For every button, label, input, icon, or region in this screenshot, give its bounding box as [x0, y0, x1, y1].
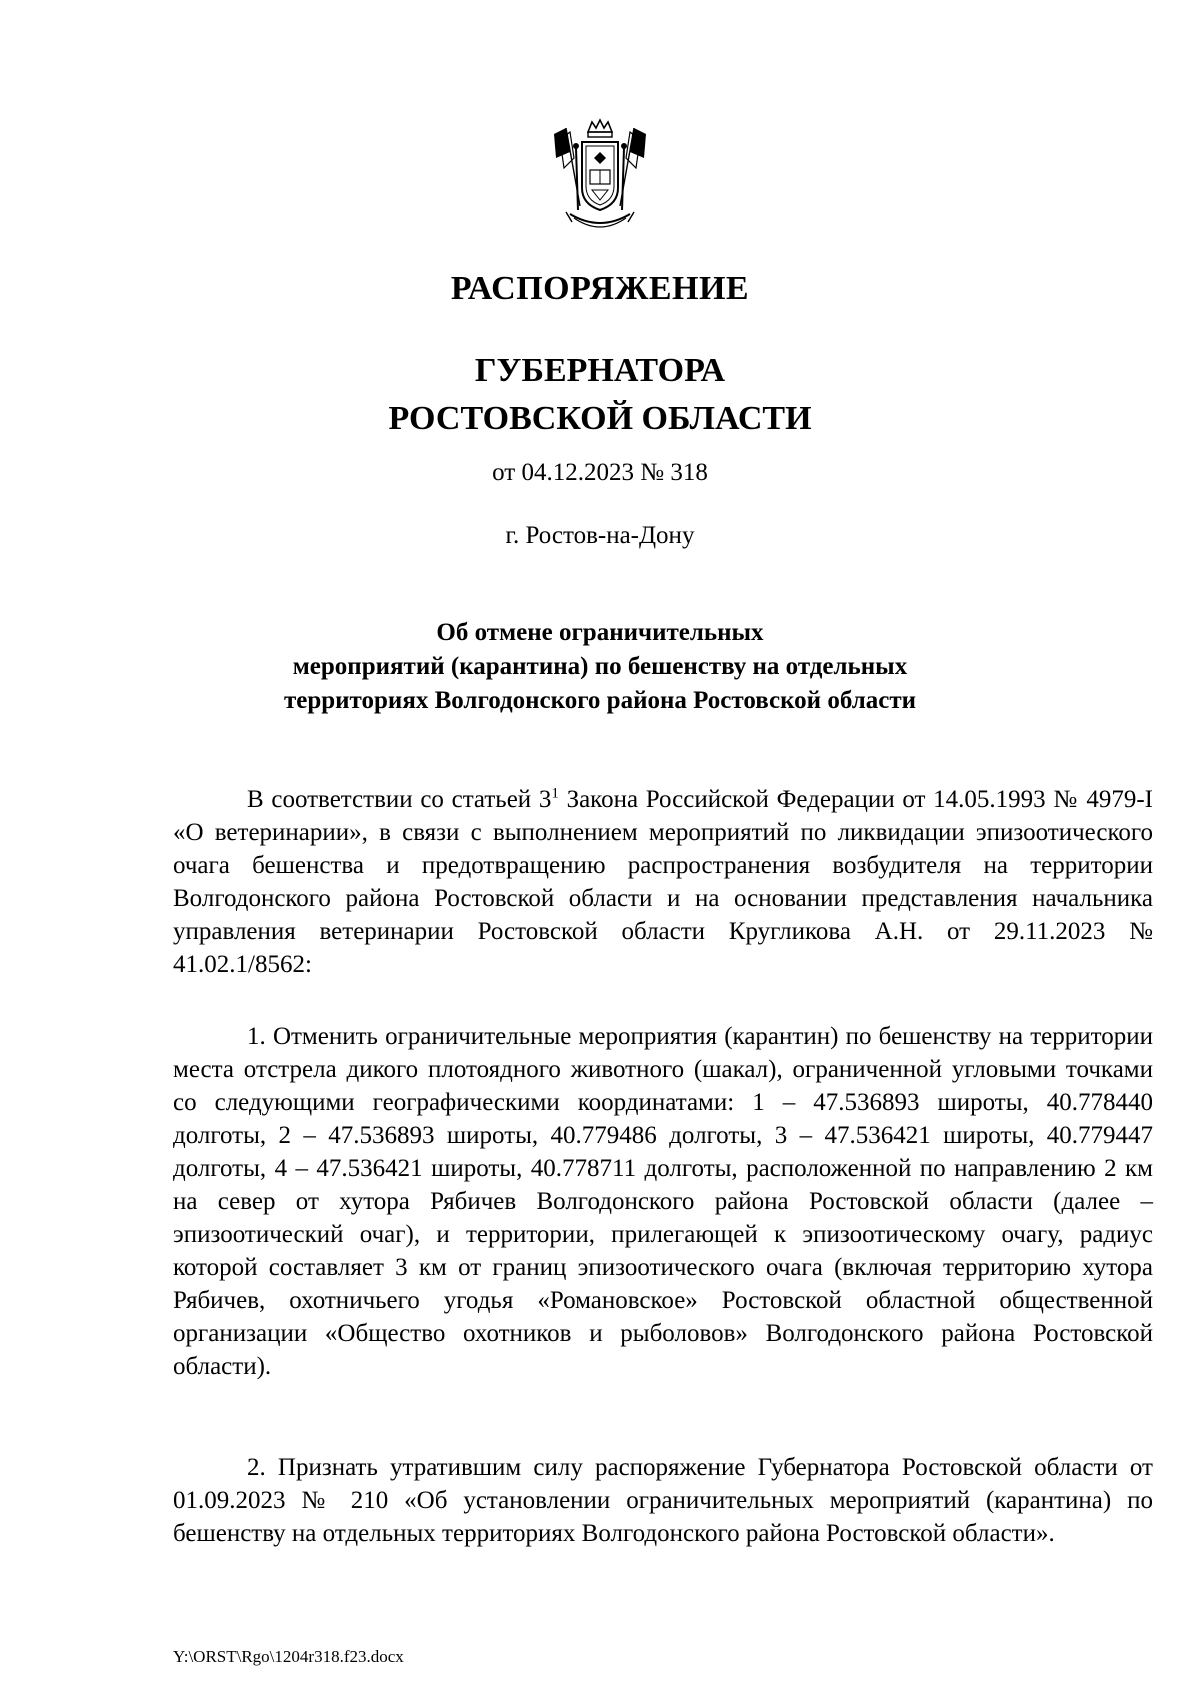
date-number: от 04.12.2023 № 318	[492, 459, 708, 486]
coat-of-arms-icon	[548, 118, 652, 234]
article-superscript: 1	[551, 785, 559, 802]
subject-line-3: территориях Волгодонского района Ростовской области	[283, 687, 917, 714]
place-of-issue: г. Ростов-на-Дону	[505, 522, 695, 549]
intro-text-start: В соответствии со статьей 3	[247, 786, 552, 813]
subject-line-2: мероприятий (карантина) по бешенству на отдельных	[292, 653, 908, 680]
document-title: РАСПОРЯЖЕНИЕ	[450, 270, 750, 307]
issuer-line-2: РОСТОВСКОЙ ОБЛАСТИ	[388, 400, 812, 437]
point-2-paragraph: 2. Признать утратившим силу распоряжение Губернатора Ростовской области от 01.09.2023 № 210 «Об установлении ограничительных мероприятий (карантина) по бешенству на отдельных территориях Волгодонского района Ростовской области».	[173, 1454, 1153, 1547]
document-subject	[0, 616, 1200, 718]
point-1-paragraph: 1. Отменить ограничительные мероприятия (карантин) по бешенству на территории места отстрела дикого плотоядного животного (шакал), ограниченной угловыми точками со следующими географическими координатами: 1 – 47.536893 широты, 40.778440 долготы, 2 – 47.536893 широты, 40.779486 долготы, 3 – 47.536421 широты, 40.779447 долготы, 4 – 47.536421 широты, 40.778711 долготы, расположенной по направлению 2 км на север от хутора Рябичев Волгодонского района Ростовской области (далее – эпизоотический очаг), и территории, прилегающей к эпизоотическому очагу, радиус которой составляет 3 км от границ эпизоотического очага (включая территорию хутора Рябичев, охотничьего угодья «Романовское» Ростовской областной общественной организации «Общество охотников и рыболовов» Волгодонского района Ростовской области).	[173, 1023, 1153, 1380]
subject-line-1: Об отмене ограничительных	[436, 619, 764, 646]
issuer-line-1: ГУБЕРНАТОРА	[474, 352, 726, 389]
issuer-heading	[0, 347, 1200, 443]
intro-text-rest: Закона Российской Федерации от 14.05.1993 № 4979-I «О ветеринарии», в связи с выполнением мероприятий по ликвидации эпизоотического очага бешенства и предотвращению распространения возбудителя на территории Волгодонского района Ростовской области и на основании представления начальника управления ветеринарии Ростовской области Кругликова А.Н. от 29.11.2023 № 41.02.1/8562:	[173, 786, 1153, 978]
file-path-footer: Y:\ORST\Rgo\1204r318.f23.docx	[173, 1647, 404, 1666]
intro-paragraph	[173, 783, 1153, 981]
